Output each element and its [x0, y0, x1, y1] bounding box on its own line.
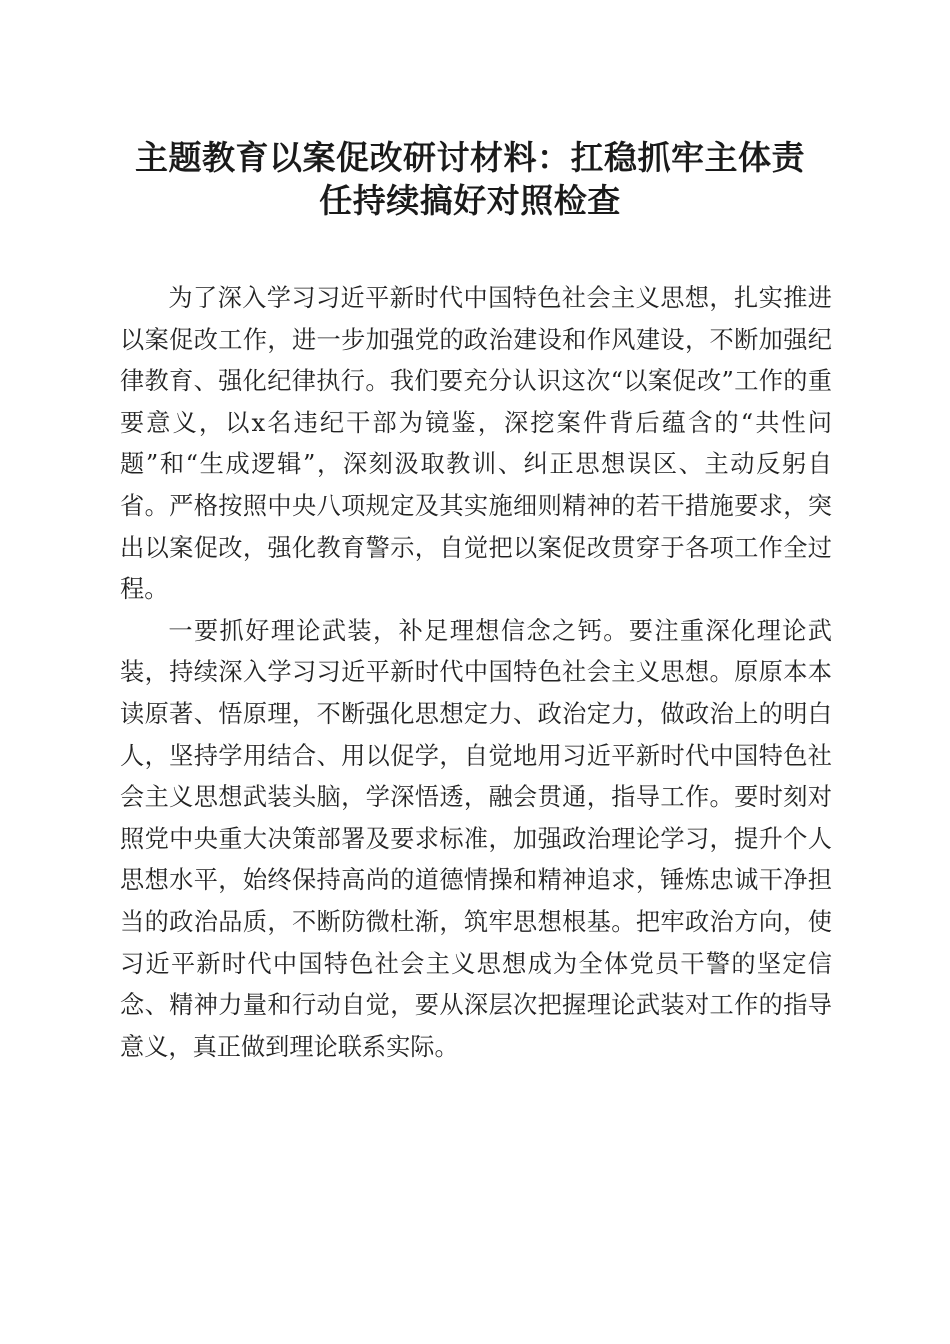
title-line-2: 任持续搞好对照检查: [319, 181, 621, 220]
body-paragraph-1: 为了深入学习习近平新时代中国特色社会主义思想，扎实推进以案促改工作，进一步加强党的政治建设和作风建设，不断加强纪律教育、强化纪律执行。我们要充分认识这次“以案促改”工作的重要意义，以x名违纪干部为镜鉴，深挖案件背后蕴含的“共性问题”和“生成逻辑”，深刻汲取教训、纠正思想误区、主动反躬自省。严格按照中央八项规定及其实施细则精神的若干措施要求，突出以案促改，强化教育警示，自觉把以案促改贯穿于各项工作全过程。: [120, 284, 832, 604]
document-title: [100, 136, 840, 222]
document-body: [120, 278, 832, 1068]
body-paragraph-2: 一要抓好理论武装，补足理想信念之钙。要注重深化理论武装，持续深入学习习近平新时代中国特色社会主义思想。原原本本读原著、悟原理，不断强化思想定力、政治定力，做政治上的明白人，坚持学用结合、用以促学，自觉地用习近平新时代中国特色社会主义思想武装头脑，学深悟透，融会贯通，指导工作。要时刻对照党中央重大决策部署及要求标准，加强政治理论学习，提升个人思想水平，始终保持高尚的道德情操和精神追求，锤炼忠诚干净担当的政治品质，不断防微杜渐，筑牢思想根基。把牢政治方向，使习近平新时代中国特色社会主义思想成为全体党员干警的坚定信念、精神力量和行动自觉，要从深层次把握理论武装对工作的指导意义，真正做到理论联系实际。: [120, 616, 832, 1061]
title-line-1: 主题教育以案促改研讨材料：扛稳抓牢主体责: [135, 138, 805, 177]
